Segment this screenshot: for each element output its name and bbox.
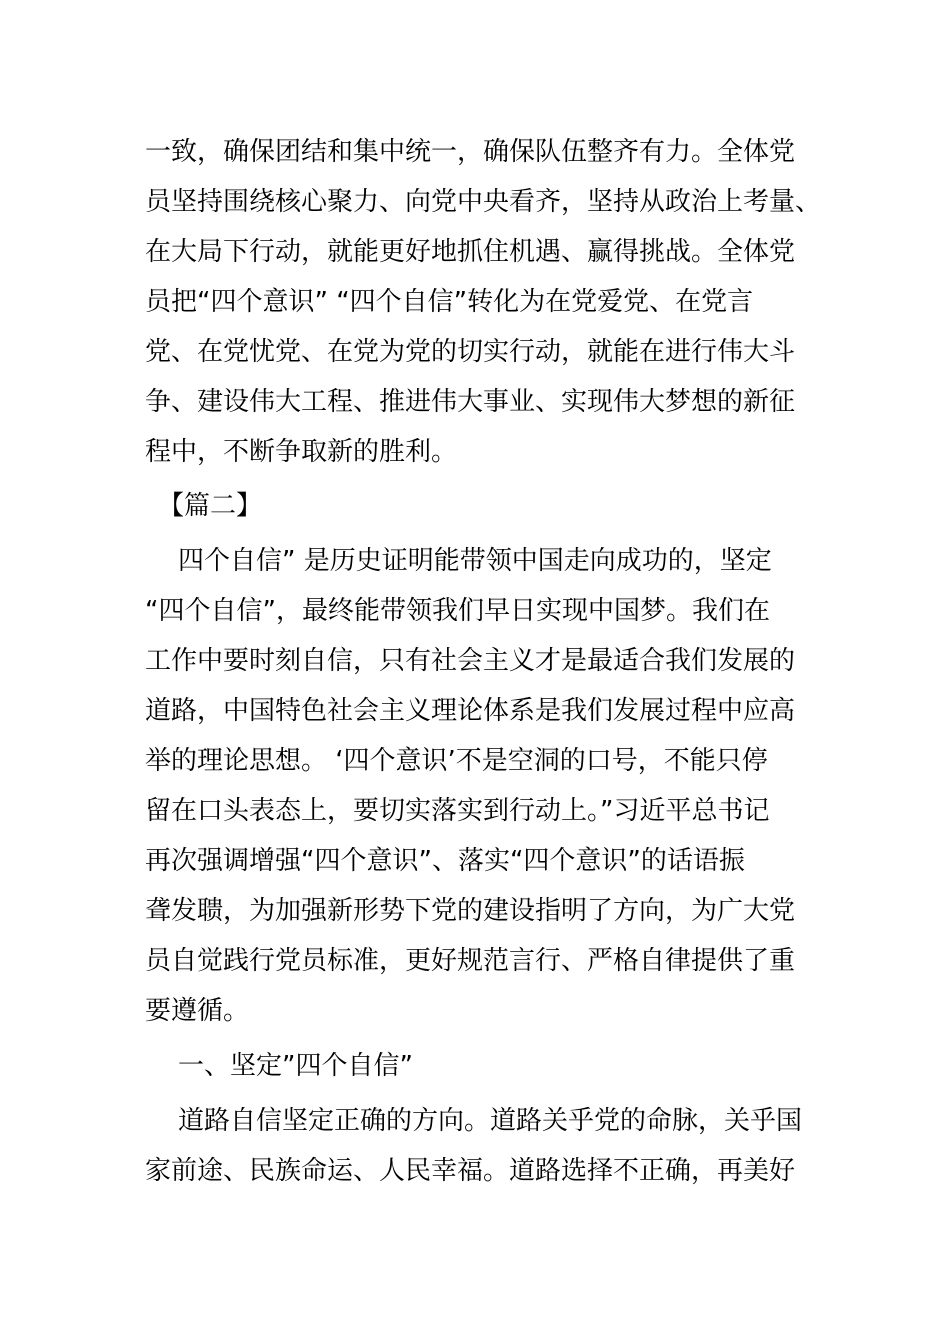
paragraph-line: “四个自信”，最终能带领我们早日实现中国梦。我们在	[145, 596, 770, 626]
paragraph-line: 留在口头表态上，要切实落实到行动上。”习近平总书记	[145, 796, 770, 826]
paragraph-line: 程中，不断争取新的胜利。	[145, 437, 458, 467]
paragraph-line: 员把“四个意识” “四个自信”转化为在党爱党、在党言	[145, 287, 754, 317]
paragraph-line: 道路自信坚定正确的方向。道路关乎党的命脉，关乎国	[178, 1106, 803, 1136]
paragraph-line: 员自觉践行党员标准，更好规范言行、严格自律提供了重	[145, 946, 796, 976]
paragraph-line: 员坚持围绕核心聚力、向党中央看齐，坚持从政治上考量、	[145, 187, 822, 217]
section-heading: 【篇二】	[158, 491, 263, 521]
paragraph-line: 争、建设伟大工程、推进伟大事业、实现伟大梦想的新征	[145, 387, 796, 417]
paragraph-line: 家前途、民族命运、人民幸福。道路选择不正确，再美好	[145, 1156, 796, 1186]
paragraph-line: 党、在党忧党、在党为党的切实行动，就能在进行伟大斗	[145, 337, 796, 367]
paragraph-line: 聋发聩，为加强新形势下党的建设指明了方向，为广大党	[145, 896, 796, 926]
paragraph-line: 一致，确保团结和集中统一，确保队伍整齐有力。全体党	[145, 137, 796, 167]
paragraph-line: 要遵循。	[145, 996, 250, 1026]
paragraph-line: 再次强调增强“四个意识”、落实“四个意识”的话语振	[145, 846, 745, 876]
paragraph-line: 在大局下行动，就能更好地抓住机遇、赢得挑战。全体党	[145, 237, 796, 267]
paragraph-line: 四个自信” 是历史证明能带领中国走向成功的，坚定	[178, 546, 772, 576]
paragraph-line: 道路，中国特色社会主义理论体系是我们发展过程中应高	[145, 696, 796, 726]
paragraph-line: 举的理论思想。 ‘四个意识’不是空洞的口号，不能只停	[145, 746, 768, 776]
section-heading: 一、坚定”四个自信”	[178, 1051, 413, 1081]
paragraph-line: 工作中要时刻自信，只有社会主义才是最适合我们发展的	[145, 646, 796, 676]
